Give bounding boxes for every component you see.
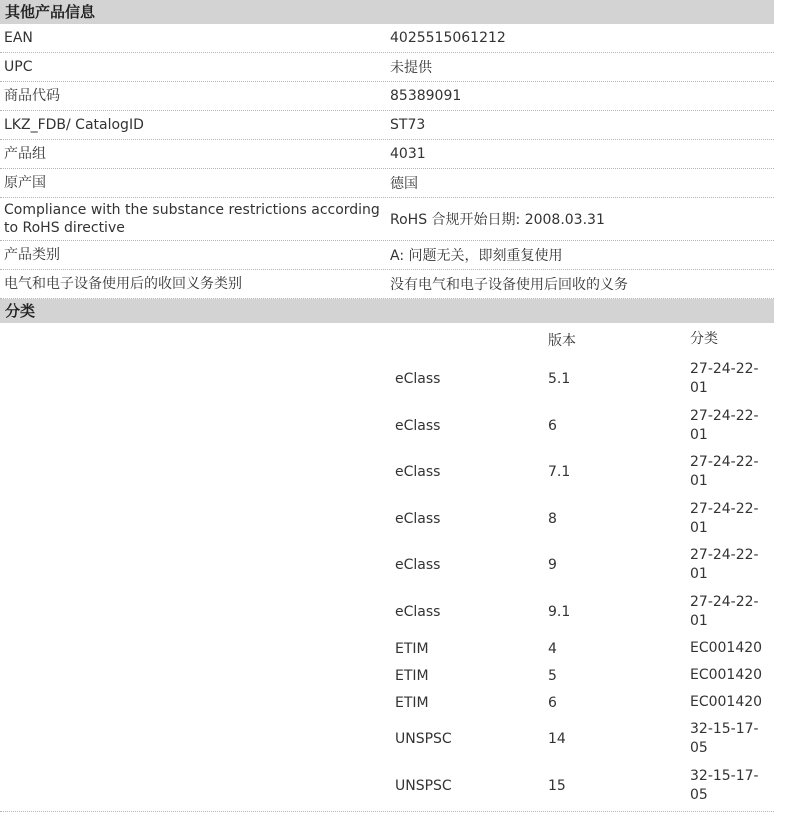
version-column-header: 版本 bbox=[548, 332, 576, 349]
classification-code bbox=[690, 693, 774, 712]
info-row-commodity-code bbox=[0, 82, 774, 111]
classification-code-line: 01 bbox=[690, 473, 708, 490]
info-row-upc bbox=[0, 53, 774, 82]
classification-system: eClass bbox=[395, 464, 441, 481]
classification-row bbox=[0, 356, 774, 403]
info-key: 产品组 bbox=[4, 146, 46, 162]
classification-code-line: 32-15-17- bbox=[690, 767, 759, 784]
classification-code-line: 32-15-17- bbox=[690, 721, 759, 738]
classification-version: 7.1 bbox=[548, 464, 571, 481]
classification-code-line: 01 bbox=[690, 612, 708, 629]
info-key: LKZ_FDB/ CatalogID bbox=[4, 117, 144, 133]
info-row-ean bbox=[0, 24, 774, 53]
info-value: 4031 bbox=[390, 146, 426, 162]
classification-system: eClass bbox=[395, 603, 441, 620]
classification-version: 9.1 bbox=[548, 603, 571, 620]
info-key: 电气和电子设备使用后的收回义务类别 bbox=[4, 276, 242, 292]
classification-system: eClass bbox=[395, 417, 441, 434]
info-row-rohs bbox=[0, 198, 774, 241]
classification-system: UNSPSC bbox=[395, 777, 452, 794]
info-row-product-group bbox=[0, 140, 774, 169]
info-value: RoHS 合规开始日期: 2008.03.31 bbox=[390, 212, 605, 228]
classification-code-line: 27-24-22- bbox=[690, 361, 759, 378]
other-info-header: 其他产品信息 bbox=[0, 0, 774, 24]
classification-row bbox=[0, 662, 774, 689]
classification-code bbox=[690, 360, 774, 398]
classification-system: eClass bbox=[395, 371, 441, 388]
info-value: ST73 bbox=[390, 117, 426, 133]
classification-code bbox=[690, 593, 774, 631]
info-row-country-of-origin bbox=[0, 169, 774, 198]
classification-code bbox=[690, 407, 774, 445]
classification-version: 5.1 bbox=[548, 371, 571, 388]
classification-row bbox=[0, 542, 774, 589]
classification-code-line: 01 bbox=[690, 519, 708, 536]
info-value: A: 问题无关，即刻重复使用 bbox=[390, 248, 563, 264]
classification-code-line: 05 bbox=[690, 740, 708, 757]
info-row-product-category bbox=[0, 241, 774, 270]
classification-version: 4 bbox=[548, 640, 557, 657]
classification-rows bbox=[0, 356, 774, 809]
info-key: UPC bbox=[4, 59, 33, 75]
classification-header: 分类 bbox=[0, 299, 774, 323]
info-value: 德国 bbox=[390, 176, 418, 192]
classification-version: 14 bbox=[548, 731, 566, 748]
classification-row bbox=[0, 449, 774, 496]
info-value: 85389091 bbox=[390, 88, 462, 104]
classification-code bbox=[690, 546, 774, 584]
info-key: 商品代码 bbox=[4, 88, 60, 104]
classification-code-line: 01 bbox=[690, 566, 708, 583]
classification-row bbox=[0, 689, 774, 716]
classification-version: 8 bbox=[548, 510, 557, 527]
classification-code-line: 01 bbox=[690, 380, 708, 397]
classification-version: 15 bbox=[548, 777, 566, 794]
classification-version: 9 bbox=[548, 557, 557, 574]
classification-code-line: 01 bbox=[690, 426, 708, 443]
classification-code-line: 27-24-22- bbox=[690, 500, 759, 517]
classification-row bbox=[0, 403, 774, 450]
info-value: 未提供 bbox=[390, 60, 432, 76]
classification-version: 6 bbox=[548, 417, 557, 434]
classification-system: ETIM bbox=[395, 667, 429, 684]
classification-code-line: 27-24-22- bbox=[690, 454, 759, 471]
classification-code-line: EC001420 bbox=[690, 694, 763, 710]
classification-code bbox=[690, 720, 774, 758]
classification-code bbox=[690, 639, 774, 658]
classification-row bbox=[0, 589, 774, 636]
classification-version: 6 bbox=[548, 694, 557, 711]
classification-code bbox=[690, 453, 774, 491]
classification-system: ETIM bbox=[395, 694, 429, 711]
classification-table bbox=[0, 323, 774, 356]
info-value: 没有电气和电子设备使用后回收的义务 bbox=[390, 277, 628, 293]
info-row-weee-category bbox=[0, 270, 774, 299]
classification-code-line: 27-24-22- bbox=[690, 547, 759, 564]
class-column-header: 分类 bbox=[690, 331, 718, 347]
divider bbox=[0, 811, 774, 812]
classification-code-line: EC001420 bbox=[690, 667, 763, 683]
classification-version: 5 bbox=[548, 667, 557, 684]
info-value: 4025515061212 bbox=[390, 30, 506, 46]
info-row-catalog-id bbox=[0, 111, 774, 140]
classification-code-line: 27-24-22- bbox=[690, 593, 759, 610]
classification-code bbox=[690, 666, 774, 685]
classification-code-line: 27-24-22- bbox=[690, 407, 759, 424]
classification-code bbox=[690, 767, 774, 805]
info-key: 产品类别 bbox=[4, 247, 60, 263]
classification-table-header bbox=[0, 323, 774, 356]
classification-system: UNSPSC bbox=[395, 731, 452, 748]
info-key: 原产国 bbox=[4, 175, 46, 191]
classification-code-line: EC001420 bbox=[690, 640, 763, 656]
classification-row bbox=[0, 635, 774, 662]
classification-row bbox=[0, 763, 774, 810]
classification-code-line: 05 bbox=[690, 786, 708, 803]
info-key: Compliance with the substance restrictions according to RoHS directive bbox=[4, 202, 380, 236]
classification-row bbox=[0, 716, 774, 763]
classification-system: ETIM bbox=[395, 640, 429, 657]
classification-code bbox=[690, 500, 774, 538]
classification-system: eClass bbox=[395, 557, 441, 574]
classification-row bbox=[0, 496, 774, 543]
classification-system: eClass bbox=[395, 510, 441, 527]
info-key: EAN bbox=[4, 30, 33, 46]
